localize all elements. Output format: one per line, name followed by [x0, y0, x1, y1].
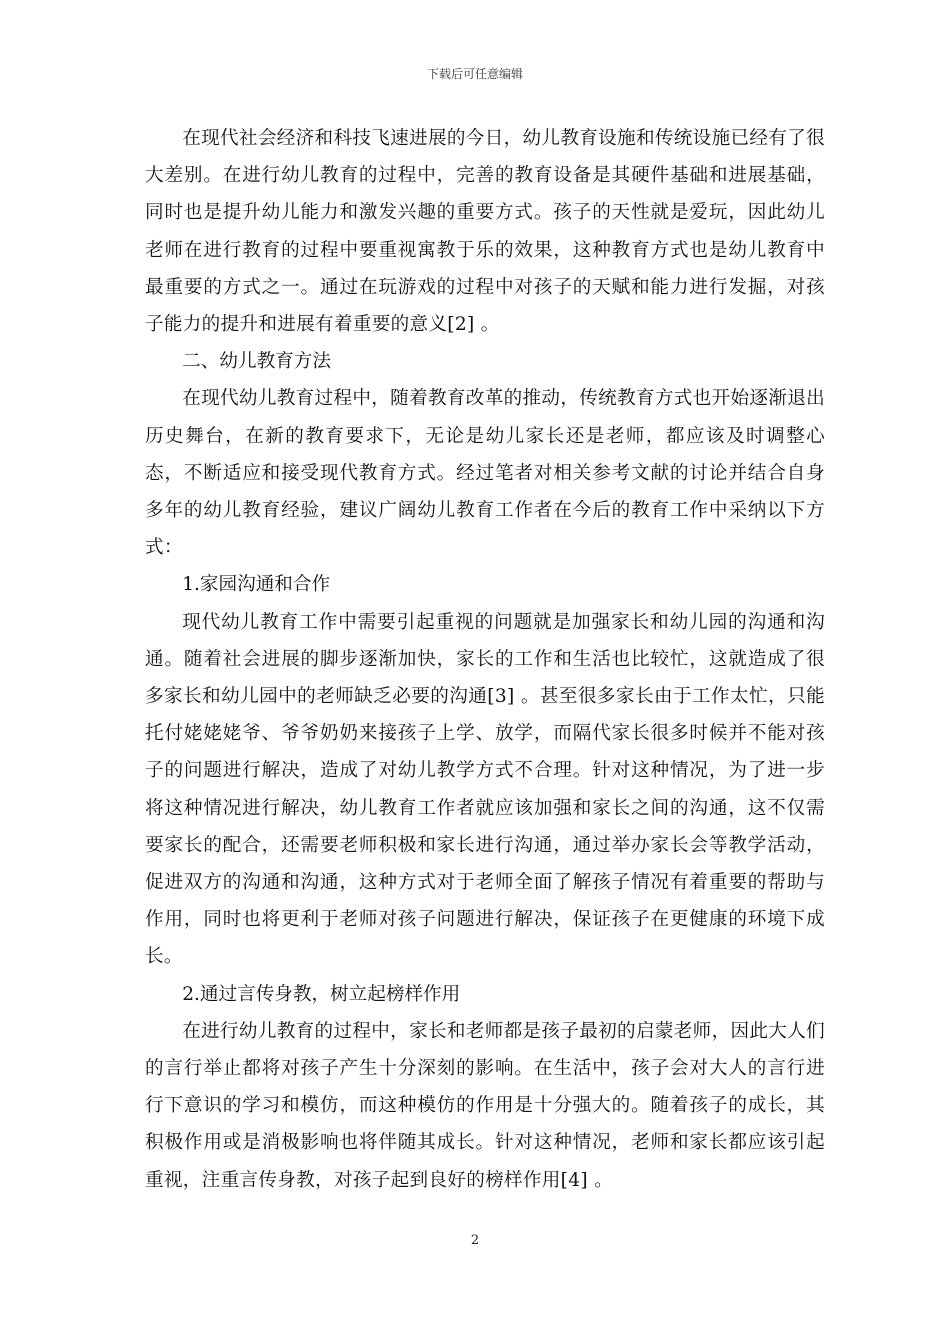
- paragraph-intro: 在现代社会经济和科技飞速进展的今日，幼儿教育设施和传统设施已经有了很大差别。在进行幼儿教育的过程中，完善的教育设备是其硬件基础和进展基础，同时也是提升幼儿能力和激发兴趣的重要方式。孩子的天性就是爱玩，因此幼儿老师在进行教育的过程中要重视寓教于乐的效果，这种教育方式也是幼儿教育中最重要的方式之一。通过在玩游戏的过程中对孩子的天赋和能力进行发掘，对孩子能力的提升和进展有着重要的意义[2] 。: [145, 128, 825, 336]
- paragraph-methods-intro: 在现代幼儿教育过程中，随着教育改革的推动，传统教育方式也开始逐渐退出历史舞台，在新的教育要求下，无论是幼儿家长还是老师，都应该及时调整心态，不断适应和接受现代教育方式。经过笔者对相关参考文献的讨论并结合自身多年的幼儿教育经验，建议广阔幼儿教育工作者在今后的教育工作中采纳以下方式：: [145, 388, 825, 559]
- section-heading-methods: 二、幼儿教育方法: [182, 351, 331, 373]
- page-number: 2: [470, 1233, 480, 1248]
- document-body: [145, 120, 825, 1199]
- subheading-home-school-communication: 1.家园沟通和合作: [182, 574, 331, 596]
- paragraph-role-model: 在进行幼儿教育的过程中，家长和老师都是孩子最初的启蒙老师，因此大人们的言行举止都将对孩子产生十分深刻的影响。在生活中，孩子会对大人的言行进行下意识的学习和模仿，而这种模仿的作用是十分强大的。随着孩子的成长，其积极作用或是消极影响也将伴随其成长。针对这种情况，老师和家长都应该引起重视，注重言传身教，对孩子起到良好的榜样作用[4] 。: [145, 1020, 825, 1191]
- subheading-role-model: 2.通过言传身教，树立起榜样作用: [182, 983, 461, 1005]
- paragraph-home-school-communication: 现代幼儿教育工作中需要引起重视的问题就是加强家长和幼儿园的沟通和沟通。随着社会进展的脚步逐渐加快，家长的工作和生活也比较忙，这就造成了很多家长和幼儿园中的老师缺乏必要的沟通[3] 。甚至很多家长由于工作太忙，只能托付姥姥姥爷、爷爷奶奶来接孩子上学、放学，而隔代家长很多时候并不能对孩子的问题进行解决，造成了对幼儿教学方式不合理。针对这种情况，为了进一步将这种情况进行解决，幼儿教育工作者就应该加强和家长之间的沟通，这不仅需要家长的配合，还需要老师积极和家长进行沟通，通过举办家长会等教学活动，促进双方的沟通和沟通，这种方式对于老师全面了解孩子情况有着重要的帮助与作用，同时也将更利于老师对孩子问题进行解决，保证孩子在更健康的环境下成长。: [145, 611, 825, 968]
- page-header-note: 下载后可任意编辑: [426, 67, 523, 81]
